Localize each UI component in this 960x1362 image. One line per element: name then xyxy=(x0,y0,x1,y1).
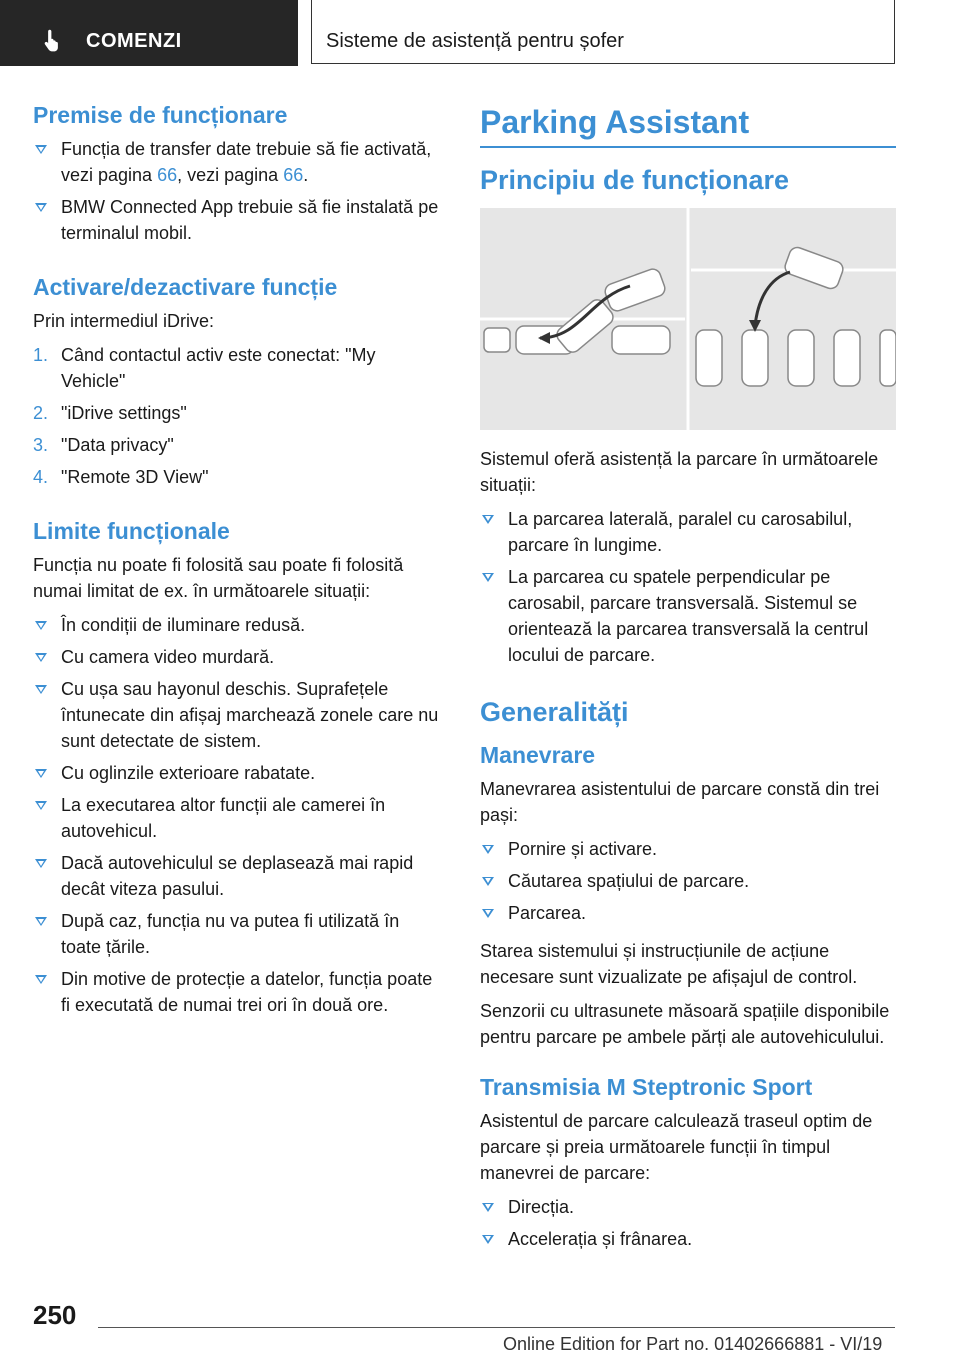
left-column xyxy=(33,100,441,1030)
page-header xyxy=(0,0,960,66)
bullet-triangle-icon xyxy=(482,1203,494,1212)
list-item: Direcția. xyxy=(480,1194,896,1220)
list-item: Dacă autovehiculul se deplasează mai rapid decât viteza pasului. xyxy=(33,850,441,902)
limits-intro: Funcția nu poate fi folosită sau poate fi folosită numai limitat de ex. în următoarele situații: xyxy=(33,555,404,601)
list-item: Căutarea spațiului de parcare. xyxy=(480,868,896,894)
section-title: Sisteme de asistență pentru șofer xyxy=(326,30,624,52)
bullet-triangle-icon xyxy=(482,515,494,524)
maneuver-intro: Manevrarea asistentului de parcare constă din trei pași: xyxy=(480,778,880,825)
situations-list xyxy=(480,506,896,668)
bullet-triangle-icon xyxy=(35,653,47,662)
bullet-triangle-icon xyxy=(35,769,47,778)
page-title: Parking Assistant xyxy=(480,104,750,140)
right-column xyxy=(480,100,896,1264)
limits-heading: Limite funcționale xyxy=(33,518,230,544)
list-item: 2. "iDrive settings" xyxy=(33,403,187,423)
bullet-triangle-icon xyxy=(482,909,494,918)
edition-text: Online Edition for Part no. 01402666881 - VI/19 xyxy=(503,1334,883,1354)
list-item: Parcarea. xyxy=(480,900,896,926)
list-item: Funcția de transfer date trebuie să fie activată, vezi pagina 66, vezi pagina 66. xyxy=(33,136,441,188)
list-item: La parcarea laterală, paralel cu carosabilul, parcare în lungime. xyxy=(480,506,896,558)
list-item: Cu camera video murdară. xyxy=(33,644,441,670)
bullet-triangle-icon xyxy=(35,145,47,154)
intro-text: Sistemul oferă asistență la parcare în următoarele situații: xyxy=(480,448,879,495)
parking-illustration xyxy=(480,208,896,430)
principle-heading: Principiu de funcționare xyxy=(480,164,790,195)
page-link[interactable]: 66 xyxy=(157,165,178,185)
list-item: La executarea altor funcții ale camerei în autovehicul. xyxy=(33,792,441,844)
transmission-intro: Asistentul de parcare calculează traseul optim de parcare și preia următoarele funcții în timpul manevrei de parcare: xyxy=(480,1110,873,1183)
bullet-triangle-icon xyxy=(482,877,494,886)
bullet-triangle-icon xyxy=(482,1235,494,1244)
bullet-triangle-icon xyxy=(35,203,47,212)
activation-intro: Prin intermediul iDrive: xyxy=(33,311,215,331)
footer-divider xyxy=(98,1327,895,1328)
list-item: BMW Connected App trebuie să fie instalată pe terminalul mobil. xyxy=(33,194,441,246)
activation-heading: Activare/dezactivare funcție xyxy=(33,274,338,300)
bullet-triangle-icon xyxy=(35,801,47,810)
bullet-triangle-icon xyxy=(482,845,494,854)
section-tab xyxy=(311,0,895,64)
page-number: 250 xyxy=(33,1300,77,1330)
activation-steps xyxy=(33,342,441,490)
premise-heading: Premise de funcționare xyxy=(33,102,288,128)
list-item: Cu oglinzile exterioare rabatate. xyxy=(33,760,441,786)
list-item: După caz, funcția nu va putea fi utilizată în toate țările. xyxy=(33,908,441,960)
bullet-triangle-icon xyxy=(35,685,47,694)
maneuver-heading: Manevrare xyxy=(480,741,596,768)
list-item: Din motive de protecție a datelor, funcția poate fi executată de numai trei ori în două ore. xyxy=(33,966,441,1018)
chapter-tab xyxy=(0,0,298,66)
page-link[interactable]: 66 xyxy=(283,165,304,185)
list-item: În condiții de iluminare redusă. xyxy=(33,612,441,638)
bullet-triangle-icon xyxy=(35,621,47,630)
list-item: Pornire și activare. xyxy=(480,836,896,862)
bullet-triangle-icon xyxy=(35,859,47,868)
title-divider xyxy=(480,146,896,148)
chapter-label: COMENZI xyxy=(86,30,182,52)
bullet-triangle-icon xyxy=(35,975,47,984)
pointing-hand-icon xyxy=(40,27,66,53)
bullet-triangle-icon xyxy=(482,573,494,582)
transmission-heading: Transmisia M Steptronic Sport xyxy=(480,1073,813,1100)
status-paragraph: Starea sistemului și instrucțiunile de acțiune necesare sunt vizualizate pe afișajul de control. xyxy=(480,940,858,987)
sensor-paragraph: Senzorii cu ultrasunete măsoară spațiile disponibile pentru parcare pe ambele părți ale autovehiculului. xyxy=(480,1000,890,1047)
list-item: La parcarea cu spatele perpendicular pe carosabil, parcare transversală. Sistemul se orientează la parcarea transversală la centrul locului de parcare. xyxy=(480,564,896,668)
limits-list xyxy=(33,612,441,1018)
list-item: 3. "Data privacy" xyxy=(33,435,174,455)
bullet-triangle-icon xyxy=(35,917,47,926)
list-item: 4. "Remote 3D View" xyxy=(33,467,209,487)
list-item: 1. Când contactul activ este conectat: "My Vehicle" xyxy=(33,345,376,391)
list-item: Cu ușa sau hayonul deschis. Suprafețele întunecate din afișaj marchează zonele care nu sunt detectate de sistem. xyxy=(33,676,441,754)
maneuver-list xyxy=(480,836,896,926)
general-heading: Generalități xyxy=(480,696,629,727)
list-item: Accelerația și frânarea. xyxy=(480,1226,896,1252)
premise-list xyxy=(33,136,441,246)
transmission-list xyxy=(480,1194,896,1252)
